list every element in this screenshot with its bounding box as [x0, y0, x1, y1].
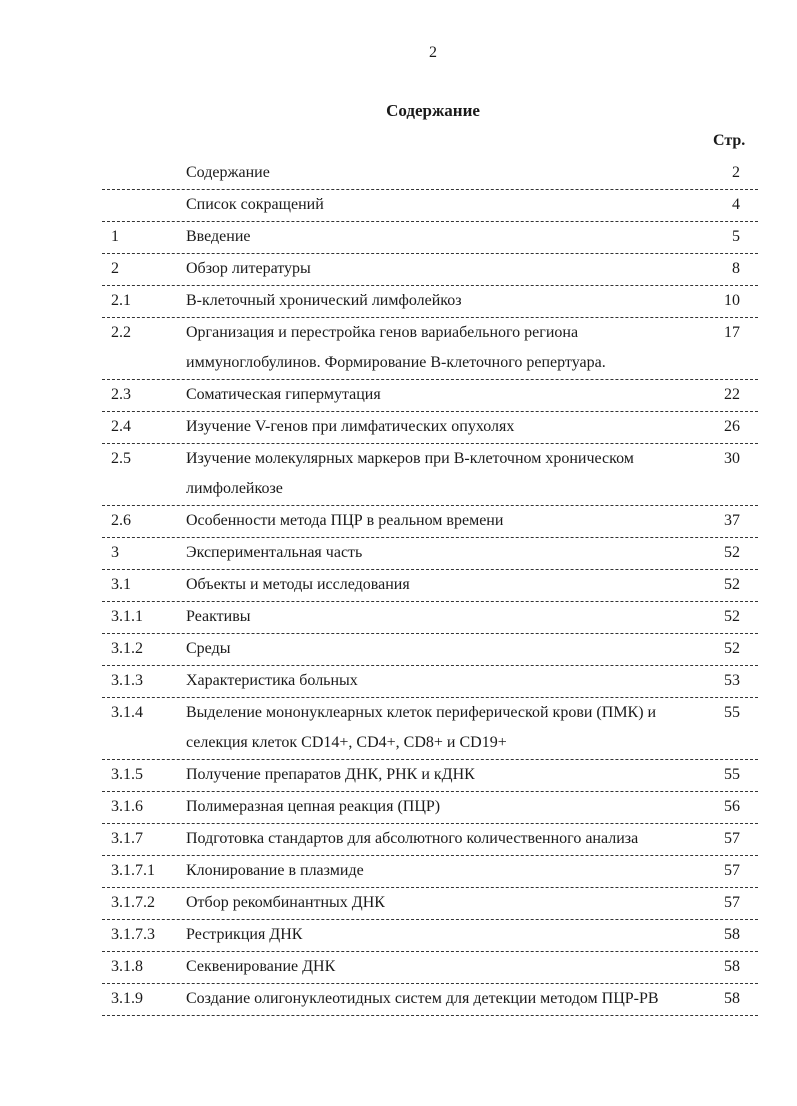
toc-entry-title: Получение препаратов ДНК, РНК и кДНК — [186, 766, 475, 783]
toc-entry — [102, 538, 758, 570]
toc-entry-title: Подготовка стандартов для абсолютного количественного анализа — [186, 830, 639, 847]
toc-entry-page: 52 — [724, 608, 740, 625]
toc-entry — [102, 698, 758, 760]
toc-entry-page: 17 — [724, 324, 740, 341]
toc-entry-number: 3.1.7.2 — [111, 894, 155, 911]
toc-entry-title: Среды — [186, 640, 231, 657]
page-number: 2 — [429, 44, 437, 61]
toc-entry-page: 53 — [724, 672, 740, 689]
toc-entry-page: 57 — [724, 862, 740, 879]
toc-entry-number: 3.1.9 — [111, 990, 143, 1007]
toc-entry-number: 3.1.5 — [111, 766, 143, 783]
toc-entry-title: Создание олигонуклеотидных систем для детекции методом ПЦР-РВ — [186, 990, 659, 1007]
toc-entry-page: 58 — [724, 926, 740, 943]
toc-entry — [102, 888, 758, 920]
toc-entry-title: Соматическая гипермутация — [186, 386, 381, 403]
toc-entry-title: Особенности метода ПЦР в реальном времени — [186, 512, 504, 529]
toc-entry-title: Выделение мононуклеарных клеток периферической крови (ПМК) и селекция клеток CD14+, CD4+, CD8+ и CD19+ — [186, 704, 657, 751]
toc-entry-title: В-клеточный хронический лимфолейкоз — [186, 292, 462, 309]
toc-entry — [102, 856, 758, 888]
toc-entry-page: 52 — [724, 640, 740, 657]
toc-entry-page: 57 — [724, 830, 740, 847]
toc-entry-title: Введение — [186, 228, 251, 245]
toc-entry — [102, 412, 758, 444]
toc-entry-title: Список сокращений — [186, 196, 324, 213]
toc-entry-page: 37 — [724, 512, 740, 529]
toc-entry-page: 56 — [724, 798, 740, 815]
toc-entry-number: 3.1.7 — [111, 830, 143, 847]
toc-entry-page: 55 — [724, 704, 740, 721]
page-column-header: Стр. — [713, 132, 746, 149]
toc-entry-number: 2.2 — [111, 324, 131, 341]
toc-entry — [102, 666, 758, 698]
toc-entry — [102, 254, 758, 286]
toc-entry-number: 2.4 — [111, 418, 131, 435]
toc-entry-title: Организация и перестройка генов вариабельного региона иммуноглобулинов. Формирование В-клеточного репертуара. — [186, 324, 606, 371]
toc-entry — [102, 222, 758, 254]
toc-entry — [102, 920, 758, 952]
toc-entry — [102, 444, 758, 506]
toc-entry-number: 3 — [111, 544, 119, 561]
toc-entry — [102, 824, 758, 856]
toc-entry — [102, 792, 758, 824]
toc-entry — [102, 190, 758, 222]
toc-entry-title: Изучение V-генов при лимфатических опухолях — [186, 418, 515, 435]
toc-entry-page: 55 — [724, 766, 740, 783]
toc-entry-page: 22 — [724, 386, 740, 403]
table-of-contents — [102, 158, 758, 1016]
toc-entry-page: 58 — [724, 958, 740, 975]
toc-entry — [102, 602, 758, 634]
toc-entry — [102, 760, 758, 792]
toc-entry-number: 3.1.3 — [111, 672, 143, 689]
toc-entry-page: 58 — [724, 990, 740, 1007]
toc-entry-number: 3.1.7.1 — [111, 862, 155, 879]
toc-entry-title: Секвенирование ДНК — [186, 958, 336, 975]
toc-entry — [102, 380, 758, 412]
toc-entry-title: Рестрикция ДНК — [186, 926, 303, 943]
toc-entry-number: 2.3 — [111, 386, 131, 403]
toc-entry-number: 1 — [111, 228, 119, 245]
toc-entry — [102, 634, 758, 666]
toc-entry-title: Обзор литературы — [186, 260, 311, 277]
toc-entry-page: 10 — [724, 292, 740, 309]
toc-entry — [102, 952, 758, 984]
toc-entry-page: 26 — [724, 418, 740, 435]
toc-entry-number: 3.1.7.3 — [111, 926, 155, 943]
toc-entry-number: 2.5 — [111, 450, 131, 467]
toc-entry-title: Содержание — [186, 164, 270, 181]
toc-entry-number: 3.1.8 — [111, 958, 143, 975]
toc-entry — [102, 984, 758, 1016]
toc-entry-number: 3.1 — [111, 576, 131, 593]
toc-entry-number: 2.1 — [111, 292, 131, 309]
toc-entry — [102, 506, 758, 538]
toc-entry-page: 2 — [732, 164, 740, 181]
toc-entry-title: Клонирование в плазмиде — [186, 862, 364, 879]
toc-entry-number: 3.1.1 — [111, 608, 143, 625]
toc-entry-page: 5 — [732, 228, 740, 245]
toc-entry-title: Объекты и методы исследования — [186, 576, 410, 593]
toc-entry-page: 4 — [732, 196, 740, 213]
toc-entry-title: Реактивы — [186, 608, 251, 625]
toc-entry-number: 3.1.6 — [111, 798, 143, 815]
toc-entry-number: 2 — [111, 260, 119, 277]
toc-entry-page: 52 — [724, 576, 740, 593]
toc-entry-page: 57 — [724, 894, 740, 911]
toc-entry — [102, 158, 758, 190]
toc-entry-number: 3.1.2 — [111, 640, 143, 657]
toc-entry — [102, 286, 758, 318]
toc-entry — [102, 318, 758, 380]
toc-entry-title: Отбор рекомбинантных ДНК — [186, 894, 385, 911]
page-title: Содержание — [386, 101, 480, 120]
toc-entry-page: 52 — [724, 544, 740, 561]
toc-entry-number: 3.1.4 — [111, 704, 143, 721]
toc-entry-page: 8 — [732, 260, 740, 277]
toc-entry-number: 2.6 — [111, 512, 131, 529]
toc-entry-title: Характеристика больных — [186, 672, 358, 689]
toc-entry — [102, 570, 758, 602]
toc-entry-title: Экспериментальная часть — [186, 544, 363, 561]
toc-entry-title: Полимеразная цепная реакция (ПЦР) — [186, 798, 441, 815]
toc-entry-title: Изучение молекулярных маркеров при В-клеточном хроническом лимфолейкозе — [186, 450, 634, 497]
toc-entry-page: 30 — [724, 450, 740, 467]
